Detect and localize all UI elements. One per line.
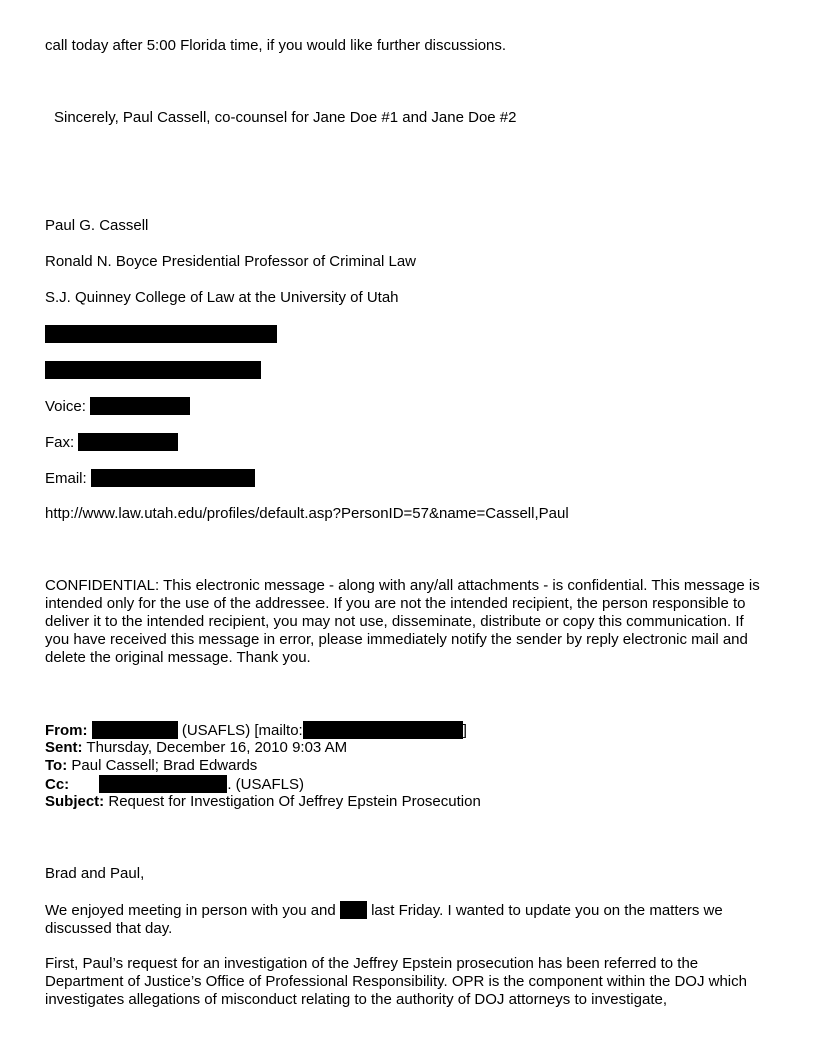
email-label: Email:	[45, 470, 87, 487]
p1-after: last Friday. I wanted to update you on the matters we discussed that day.	[45, 902, 723, 937]
redaction-block	[91, 469, 255, 487]
header-from	[45, 721, 467, 740]
from-org: (USAFLS) [mailto:	[181, 722, 303, 739]
redaction-block	[78, 433, 178, 451]
fax-line	[45, 433, 178, 452]
redaction-block	[340, 901, 367, 919]
redaction-block	[303, 721, 463, 739]
body-paragraph-2: First, Paul’s request for an investigation of the Jeffrey Epstein prosecution has been referred to the Department of Justice’s Office of Professional Responsibility. OPR is the component within the DOJ which investigates allegations of misconduct relating to the authority of DOJ attorneys to investigate,	[45, 955, 747, 1008]
redacted-address-line-1	[45, 325, 277, 344]
redaction-block	[90, 397, 190, 415]
voice-line	[45, 397, 190, 416]
p1-before: We enjoyed meeting in person with you and	[45, 902, 336, 919]
cc-value: . (USAFLS)	[227, 776, 305, 793]
to-value: Paul Cassell; Brad Edwards	[71, 757, 258, 774]
redacted-address-line-2	[45, 361, 261, 380]
sent-value: Thursday, December 16, 2010 9:03 AM	[86, 739, 348, 756]
subject-value: Request for Investigation Of Jeffrey Epstein Prosecution	[108, 793, 481, 810]
voice-label: Voice:	[45, 398, 86, 415]
redaction-block	[92, 721, 178, 739]
redaction-block	[45, 325, 277, 343]
header-cc	[45, 775, 304, 794]
confidentiality-notice: CONFIDENTIAL: This electronic message - along with any/all attachments - is confidential. This message is intended only for the use of the addressee. If you are not the intended recipient, the person responsible to deliver it to the intended recipient, you may not use, disseminate, distribute or copy this communication. If you have received this message in error, please immediately notify the sender by reply electronic mail and delete the original message. Thank you.	[45, 577, 760, 666]
signature-institution: S.J. Quinney College of Law at the University of Utah	[45, 289, 399, 306]
signature-title: Ronald N. Boyce Presidential Professor of Criminal Law	[45, 253, 416, 270]
from-label: From:	[45, 722, 88, 739]
body-paragraph-1	[45, 901, 770, 938]
fax-label: Fax:	[45, 434, 75, 451]
to-label: To:	[45, 757, 68, 774]
sent-label: Sent:	[45, 739, 83, 756]
subject-label: Subject:	[45, 793, 105, 810]
cc-label: Cc:	[45, 776, 70, 793]
header-subject	[45, 793, 481, 811]
redaction-block	[45, 361, 261, 379]
header-sent	[45, 739, 347, 757]
greeting: Brad and Paul,	[45, 865, 145, 882]
header-to	[45, 757, 257, 775]
closing-line: Sincerely, Paul Cassell, co-counsel for Jane Doe #1 and Jane Doe #2	[54, 109, 517, 126]
signature-name: Paul G. Cassell	[45, 217, 149, 234]
email-line	[45, 469, 255, 488]
profile-url[interactable]: http://www.law.utah.edu/profiles/default.asp?PersonID=57&name=Cassell,Paul	[45, 505, 569, 522]
intro-line: call today after 5:00 Florida time, if you would like further discussions.	[45, 37, 507, 54]
from-close: ]	[462, 722, 467, 739]
redaction-block	[99, 775, 227, 793]
